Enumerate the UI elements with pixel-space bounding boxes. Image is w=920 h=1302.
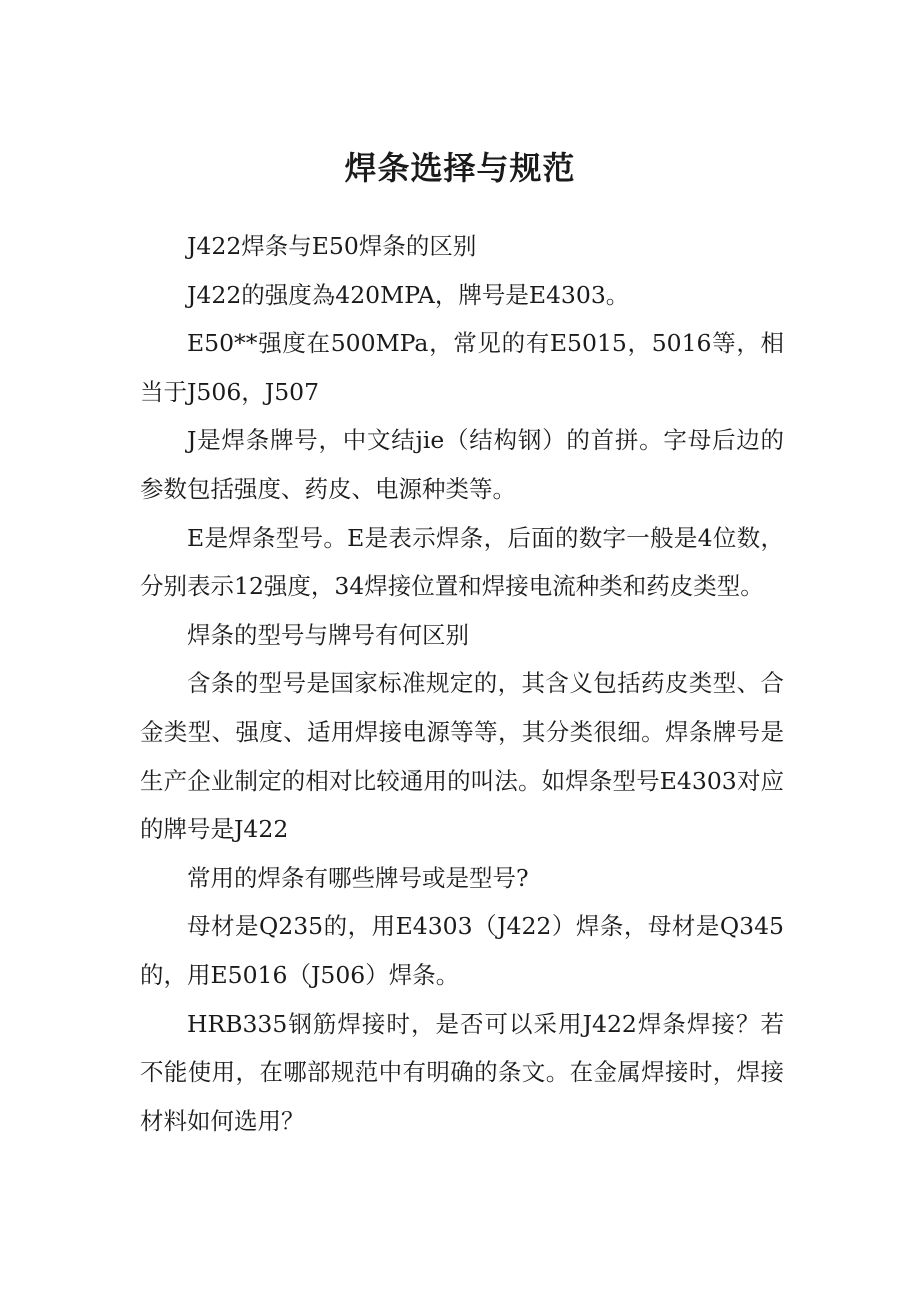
paragraph: E50**强度在500MPa，常见的有E5015，5016等，相当于J506，J507 (140, 329, 784, 406)
paragraph: E是焊条型号。E是表示焊条，后面的数字一般是4位数，分别表示12强度，34焊接位置和焊接电流种类和药皮类型。 (140, 523, 784, 601)
document-title: 焊条选择与规范 (344, 149, 576, 187)
paragraph: 常用的焊条有哪些牌号或是型号? (187, 863, 529, 892)
paragraph: 母材是Q235的，用E4303（J422）焊条，母材是Q345的，用E5016（J506）焊条。 (140, 912, 784, 989)
paragraph: J422焊条与E50焊条的区别 (187, 232, 477, 260)
paragraph: 焊条的型号与牌号有何区别 (187, 620, 469, 649)
paragraph: HRB335钢筋焊接时，是否可以采用J422焊条焊接？若不能使用，在哪部规范中有明确的条文。在金属焊接时，焊接材料如何选用？ (140, 1009, 784, 1135)
paragraph: J422的强度為420MPA，牌号是E4303。 (187, 280, 630, 309)
paragraph: J是焊条牌号，中文结jie（结构钢）的首拼。字母后边的参数包括强度、药皮、电源种类等。 (140, 426, 784, 503)
paragraph: 含条的型号是国家标准规定的，其含义包括药皮类型、合金类型、强度、适用焊接电源等等，其分类很细。焊条牌号是生产企业制定的相对比较通用的叫法。如焊条型号E4303对应的牌号是J422 (140, 669, 784, 844)
document-body (140, 222, 784, 1145)
